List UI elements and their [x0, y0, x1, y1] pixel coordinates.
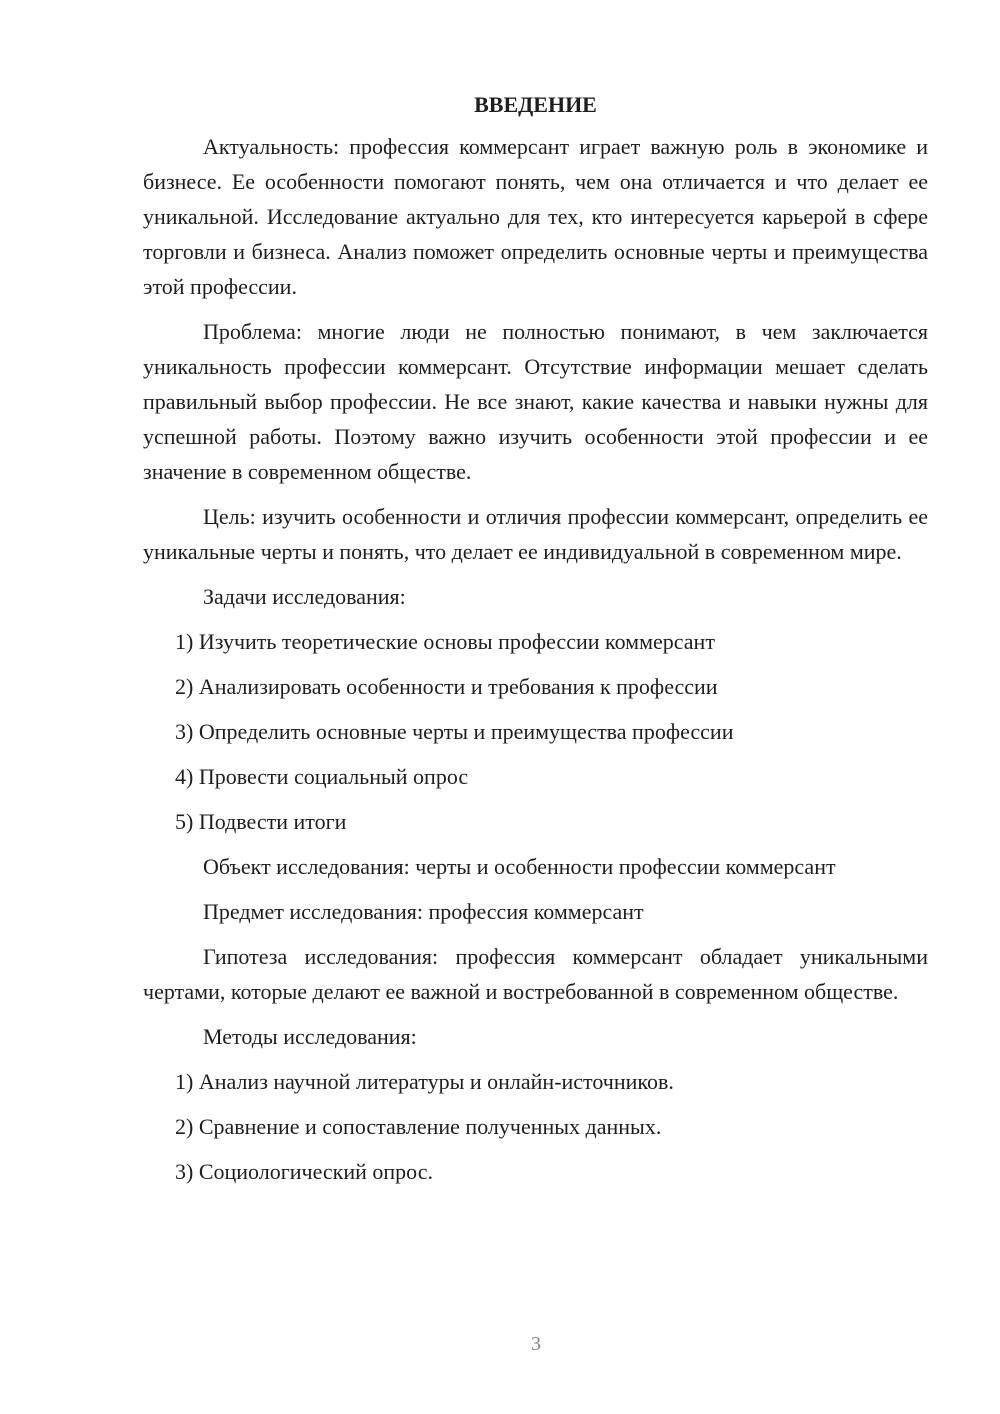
page-number: 3 [531, 1333, 541, 1355]
methods-list [143, 1064, 928, 1189]
paragraph-object: Объект исследования: черты и особенности профессии коммерсант [203, 854, 836, 879]
list-item: 3) Определить основные черты и преимущества профессии [175, 719, 734, 744]
paragraph-goal: Цель: изучить особенности и отличия профессии коммерсант, определить ее уникальные черты и понять, что делает ее индивидуальной в современном мире. [143, 504, 928, 564]
paragraph-relevance: Актуальность: профессия коммерсант играет важную роль в экономике и бизнесе. Ее особенности помогают понять, чем она отличается и что делает ее уникальной. Исследование актуально для тех, кто интересуется карьерой в сфере торговли и бизнеса. Анализ поможет определить основные черты и преимущества этой профессии. [143, 134, 928, 299]
methods-heading: Методы исследования: [203, 1024, 417, 1049]
list-item: 1) Изучить теоретические основы профессии коммерсант [175, 629, 715, 654]
tasks-list [143, 624, 928, 839]
document-page [143, 90, 928, 1199]
paragraph-problem: Проблема: многие люди не полностью понимают, в чем заключается уникальность профессии коммерсант. Отсутствие информации мешает сделать правильный выбор профессии. Не все знают, какие качества и навыки нужны для успешной работы. Поэтому важно изучить особенности этой профессии и ее значение в современном обществе. [143, 319, 928, 484]
paragraph-hypothesis: Гипотеза исследования: профессия коммерсант обладает уникальными чертами, которые делают ее важной и востребованной в современном обществе. [143, 944, 928, 1004]
list-item: 2) Анализировать особенности и требования к профессии [175, 674, 718, 699]
list-item: 5) Подвести итоги [175, 809, 347, 834]
tasks-heading: Задачи исследования: [203, 584, 406, 609]
paragraph-subject: Предмет исследования: профессия коммерсант [203, 899, 644, 924]
list-item: 4) Провести социальный опрос [175, 764, 469, 789]
page-title: ВВЕДЕНИЕ [474, 92, 597, 117]
list-item: 3) Социологический опрос. [175, 1159, 433, 1184]
list-item: 1) Анализ научной литературы и онлайн-источников. [175, 1069, 674, 1094]
list-item: 2) Сравнение и сопоставление полученных данных. [175, 1114, 662, 1139]
